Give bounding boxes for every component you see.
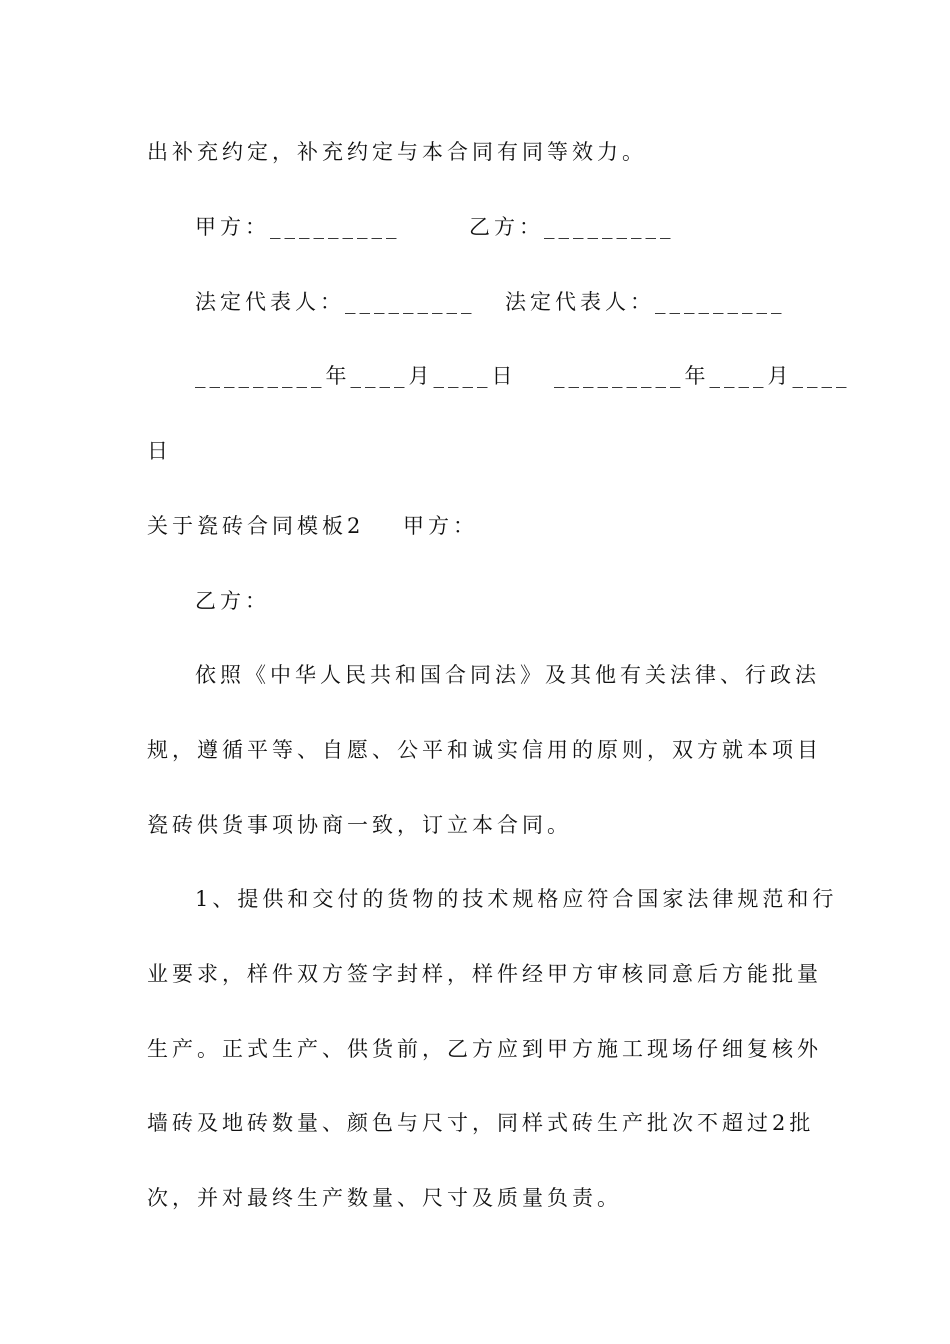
paragraph-line: 生产。正式生产、供货前，乙方应到甲方施工现场仔细复核外 bbox=[147, 1037, 822, 1061]
party-a-signature: 甲方：_________ bbox=[195, 215, 401, 239]
section-heading: 关于瓷砖合同模板2 bbox=[147, 514, 365, 538]
paragraph-line: 墙砖及地砖数量、颜色与尺寸，同样式砖生产批次不超过2批 bbox=[147, 1111, 815, 1135]
paragraph-line: 规，遵循平等、自愿、公平和诚实信用的原则，双方就本项目 bbox=[147, 738, 822, 762]
party-b-date: _________年____月____ bbox=[554, 364, 851, 388]
paragraph-line: 瓷砖供货事项协商一致，订立本合同。 bbox=[147, 813, 572, 837]
party-a-representative: 法定代表人：_________ bbox=[195, 290, 476, 314]
paragraph-line: 次，并对最终生产数量、尺寸及质量负责。 bbox=[147, 1186, 622, 1210]
paragraph-line: 业要求，样件双方签字封样，样件经甲方审核同意后方能批量 bbox=[147, 962, 822, 986]
party-b-signature: 乙方：_________ bbox=[469, 215, 675, 239]
paragraph-line: 依照《中华人民共和国合同法》及其他有关法律、行政法 bbox=[195, 663, 820, 687]
paragraph-line: 1、提供和交付的货物的技术规格应符合国家法律规范和行 bbox=[195, 887, 838, 911]
party-b-date-tail: 日 bbox=[147, 439, 172, 463]
party-a-date: _________年____月____日 bbox=[195, 364, 517, 388]
party-b-label: 乙方： bbox=[195, 589, 270, 613]
text-line: 出补充约定，补充约定与本合同有同等效力。 bbox=[147, 140, 647, 164]
heading-party-a: 甲方： bbox=[403, 514, 478, 538]
party-b-representative: 法定代表人：_________ bbox=[505, 290, 786, 314]
